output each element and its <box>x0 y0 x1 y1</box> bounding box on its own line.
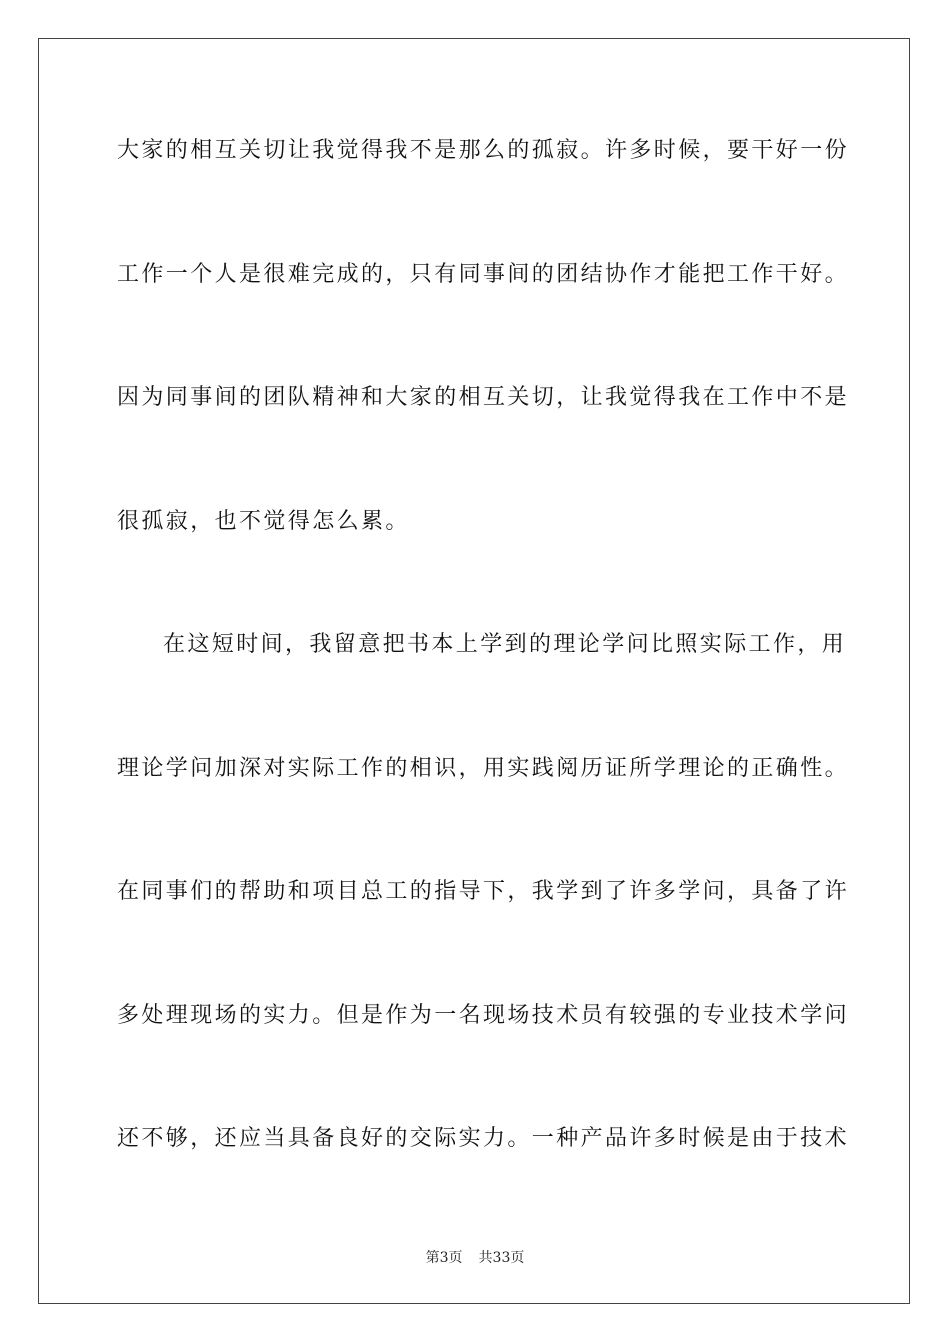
page-footer <box>0 1247 950 1267</box>
body-line-6: 理论学问加深对实际工作的相识，用实践阅历证所学理论的正确性。 <box>117 756 850 781</box>
page-number: 第3页 <box>425 1250 463 1266</box>
body-line-8: 多处理现场的实力。但是作为一名现场技术员有较强的专业技术学问 <box>117 1003 850 1028</box>
body-line-1: 大家的相互关切让我觉得我不是那么的孤寂。许多时候，要干好一份 <box>117 138 850 163</box>
page-total: 共33页 <box>478 1250 525 1266</box>
body-line-4: 很孤寂，也不觉得怎么累。 <box>117 509 410 534</box>
body-line-9: 还不够，还应当具备良好的交际实力。一种产品许多时候是由于技术 <box>117 1126 850 1151</box>
body-line-3: 因为同事间的团队精神和大家的相互关切，让我觉得我在工作中不是 <box>117 385 850 410</box>
page-border <box>38 38 910 1304</box>
body-line-5: 在这短时间，我留意把书本上学到的理论学问比照实际工作，用 <box>163 632 847 657</box>
body-line-7: 在同事们的帮助和项目总工的指导下，我学到了许多学问，具备了许 <box>117 879 850 904</box>
body-line-2: 工作一个人是很难完成的，只有同事间的团结协作才能把工作干好。 <box>117 262 850 287</box>
